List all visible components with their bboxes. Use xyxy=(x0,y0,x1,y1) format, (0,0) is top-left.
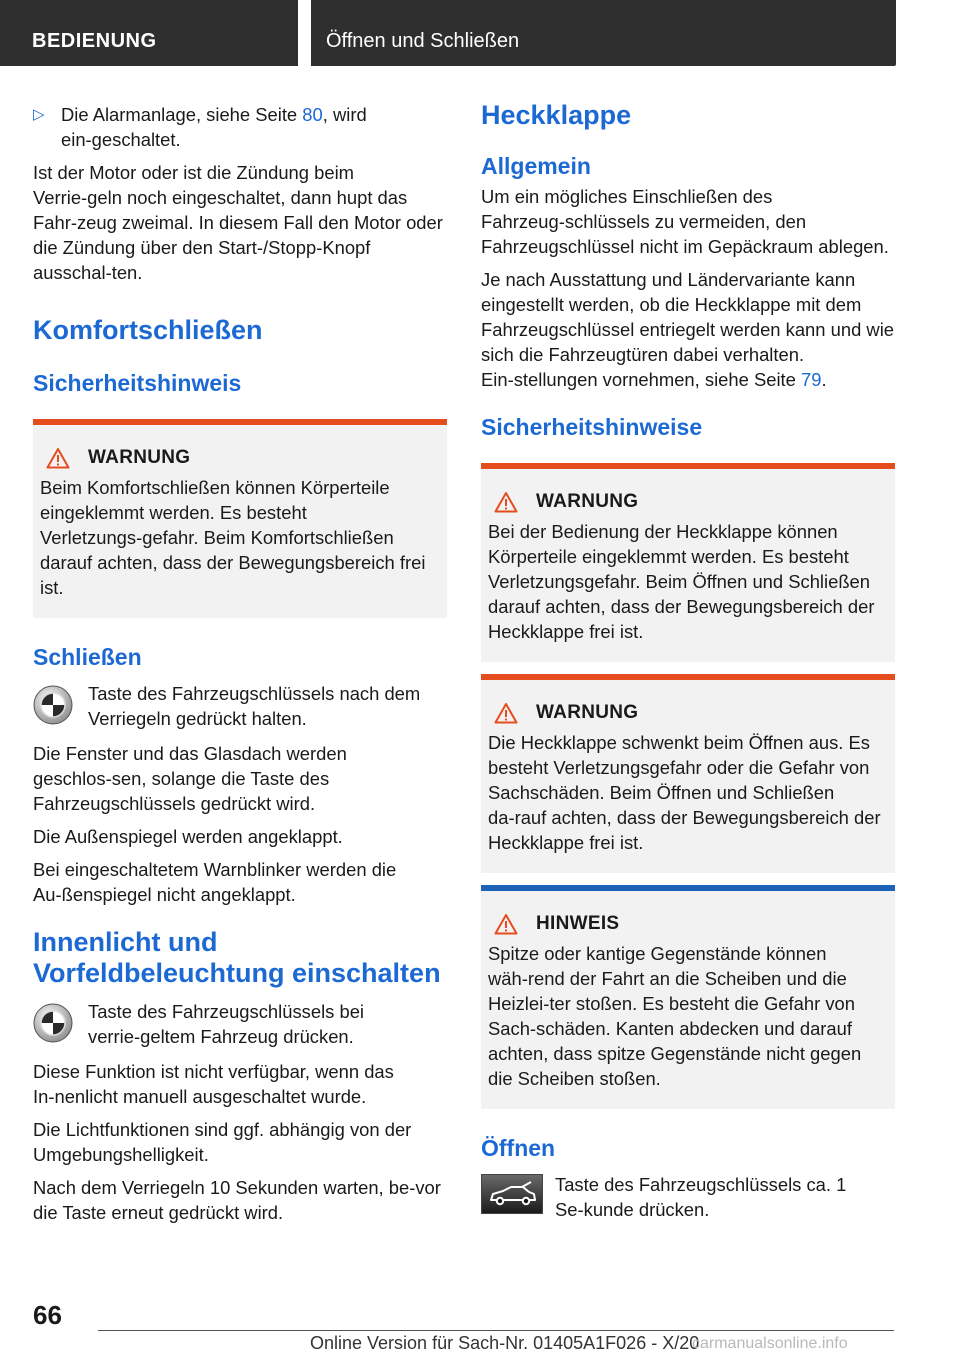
heading-sicherheitshinweis: Sicherheitshinweis xyxy=(33,370,242,396)
tailgate-button-icon xyxy=(481,1174,543,1214)
page-header xyxy=(0,0,960,66)
paragraph: Die Lichtfunktionen sind ggf. abhängig von der Umgebungshelligkeit. xyxy=(33,1119,412,1165)
warning-title: WARNUNG xyxy=(536,702,639,723)
warning-box xyxy=(481,674,895,873)
warning-text: Beim Komfortschließen können Körperteile eingeklemmt werden. Es besteht Verletzungs‑gefahr. Beim Komfortschließen darauf achten, dass der Bewegungsbereich frei ist. xyxy=(40,477,426,598)
notice-box xyxy=(481,885,895,1109)
warning-text: Bei der Bedienung der Heckklappe können Körperteile eingeklemmt werden. Es besteht Verletzungsgefahr. Beim Öffnen und Schließen darauf achten, dass der Bewegungsbereich der Heckklappe frei ist. xyxy=(488,521,875,642)
chapter-title: Öffnen und Schließen xyxy=(311,0,896,66)
key-instruction: Taste des Fahrzeugschlüssels bei verrie‑geltem Fahrzeug drücken. xyxy=(33,999,447,1049)
key-instruction: Taste des Fahrzeugschlüssels nach dem Verriegeln gedrückt halten. xyxy=(33,681,447,731)
warning-triangle-icon xyxy=(494,702,518,724)
heading-schliessen: Schließen xyxy=(33,644,142,670)
list-item: ▷ Die Alarmanlage, siehe Seite 80, wird ein‑geschaltet. xyxy=(33,104,367,150)
key-fob-lock-button-icon xyxy=(33,1003,73,1043)
warning-triangle-icon xyxy=(46,447,70,469)
warning-title: WARNUNG xyxy=(88,447,191,468)
warning-box xyxy=(481,463,895,662)
key-fob-lock-button-icon xyxy=(33,685,73,725)
warning-box xyxy=(33,419,447,618)
warning-text: Die Heckklappe schwenkt beim Öffnen aus. Es besteht Verletzungsgefahr oder die Gefahr von Sachschäden. Beim Öffnen und Schließen da‑rauf achten, dass der Bewegungsbereich der Heckklappe frei ist. xyxy=(488,732,881,853)
section-tab: BEDIENUNG xyxy=(0,0,298,66)
warning-triangle-icon xyxy=(494,913,518,935)
heading-komfortschliessen: Komfortschließen xyxy=(33,315,263,345)
warning-title: WARNUNG xyxy=(536,491,639,512)
page-link-79[interactable]: 79 xyxy=(801,369,822,390)
footer-divider xyxy=(98,1330,894,1331)
heading-sicherheitshinweise: Sicherheitshinweise xyxy=(481,414,703,440)
left-column xyxy=(33,102,447,1233)
page-number: 66 xyxy=(33,1300,62,1330)
heading-oeffnen: Öffnen xyxy=(481,1135,556,1161)
warning-triangle-icon xyxy=(494,491,518,513)
paragraph: Diese Funktion ist nicht verfügbar, wenn das In‑nenlicht manuell ausgeschaltet wurde. xyxy=(33,1061,394,1107)
paragraph: Je nach Ausstattung und Ländervariante kann eingestellt werden, ob die Heckklappe mit dem Fahrzeugschlüssel entriegelt werden kann und wie sich die Fahrzeugtüren dabei verhalten. Ein‑stellungen vornehmen, siehe Seite 79. xyxy=(481,269,895,390)
notice-title: HINWEIS xyxy=(536,913,620,934)
heading-allgemein: Allgemein xyxy=(481,153,591,179)
paragraph: Ist der Motor oder ist die Zündung beim Verrie‑geln noch eingeschaltet, dann hupt das Fahr‑zeug zweimal. In diesem Fall den Motor oder die Zündung über den Start-/Stopp-Knopf ausschal‑ten. xyxy=(33,162,443,283)
paragraph: Bei eingeschaltetem Warnblinker werden die Au‑ßenspiegel nicht angeklappt. xyxy=(33,859,397,905)
paragraph: Die Außenspiegel werden angeklappt. xyxy=(33,826,343,847)
heading-innenlicht: Innenlicht und Vorfeldbeleuchtung einschalten xyxy=(33,927,441,988)
footer-online-version: Online Version für Sach-Nr. 01405A1F026 - X/20 xyxy=(310,1333,700,1353)
key-instruction: Taste des Fahrzeugschlüssels ca. 1 Se‑kunde drücken. xyxy=(481,1172,895,1222)
paragraph: Die Fenster und das Glasdach werden geschlos‑sen, solange die Taste des Fahrzeugschlüssels gedrückt wird. xyxy=(33,743,347,814)
heading-heckklappe: Heckklappe xyxy=(481,100,632,130)
triangle-bullet-icon: ▷ xyxy=(33,106,45,123)
paragraph: Um ein mögliches Einschließen des Fahrzeug‑schlüssels zu vermeiden, den Fahrzeugschlüssel nicht im Gepäckraum ablegen. xyxy=(481,186,889,257)
watermark: carmanualsonline.info xyxy=(692,1335,848,1352)
page-link-80[interactable]: 80 xyxy=(302,104,323,125)
notice-text: Spitze oder kantige Gegenstände können wäh‑rend der Fahrt an die Scheiben und die Heizlei‑ter stoßen. Es besteht die Gefahr von Sach‑schäden. Kanten abdecken und darauf achten, dass spitze Gegenstände nicht gegen die Scheiben stoßen. xyxy=(488,943,862,1089)
paragraph: Nach dem Verriegeln 10 Sekunden warten, be‑vor die Taste erneut gedrückt wird. xyxy=(33,1177,441,1223)
right-column xyxy=(481,100,895,1232)
